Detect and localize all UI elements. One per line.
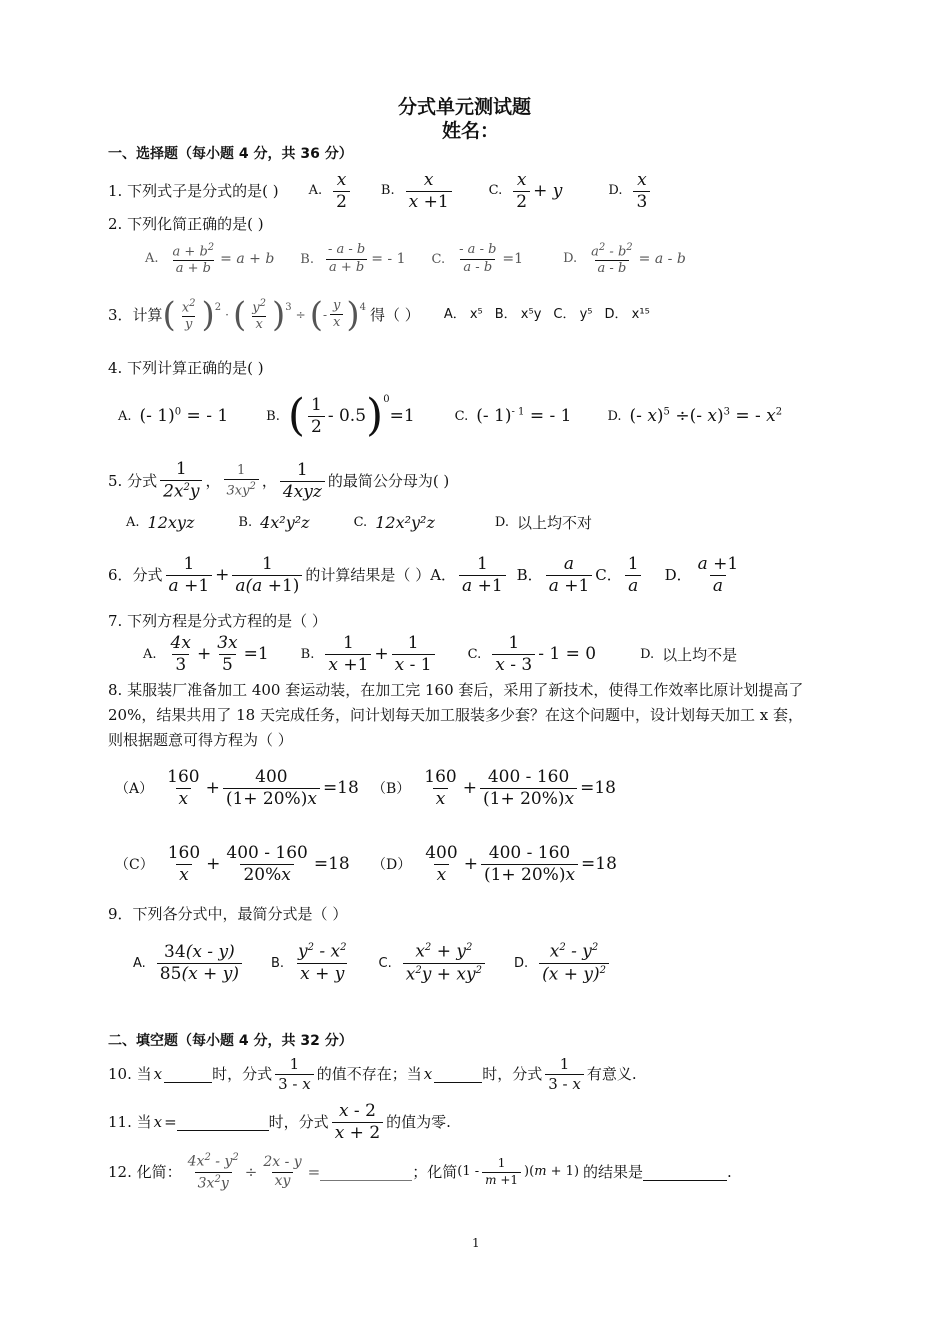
question-4-options: A. (- 1)$^0$ = - 1 B. ( 1 2 - 0.5 ) $^0$ =1 C. (- 1)$^{- 1}$ = - 1 D. (- x)$^5$ ÷(- x)$^3$ = - $x^2$ <box>118 390 783 441</box>
question-7: 7. 下列方程是分式方程的是（ ） <box>108 612 327 630</box>
page-number: 1 <box>472 1236 480 1250</box>
question-7-options: A. 4x 3 + $\frac{3x}{5}$ =1 B. 1 x +1 + 1 x - 1 C. 1 x - 3 - 1 = 0 D. 以上均不是 <box>143 632 738 675</box>
question-1: 1. 下列式子是分式的是( ) A. x 2 B. x x +1 C. x 2 + y D. x 3 <box>108 168 653 214</box>
question-4: 4. 下列计算正确的是( ) <box>108 359 264 377</box>
question-6: 6．分式 1 a +1 + $\frac{1}{a(a +1)}$ 的计算结果是（ ） A． 1 a +1 B． a a +1 C． 1 a D． a +1 a <box>108 553 739 596</box>
option-b: B． x⁵y <box>494 307 542 322</box>
answer-blank[interactable] <box>164 1066 212 1083</box>
option-c: C． y⁵ <box>553 307 593 322</box>
question-12: 12. 化简： $\frac{4x^2 - y^2}{3x^2y}$ ÷ $\frac{2x - y}{xy}$ = ；化简 (1 - 1 m +1 )(m + 1) 的结果是 . <box>108 1152 732 1192</box>
question-9-options: A. 34(x - y) 85(x + y) B. $y^2 - x^2$ x + y C. $x^2 + y^2$ $x^2y + xy^2$ D. $x^2 - y^2$ $(x + y)^2$ <box>133 936 612 990</box>
name-label: 姓名： <box>442 120 500 142</box>
answer-blank[interactable] <box>643 1164 727 1181</box>
question-5: 5. 分式 1 $2x^2y$ ， 1 $3xy^2$ ， 1 4xyz 的最简公分母为( ) <box>108 459 450 502</box>
option-d: D． x¹⁵ <box>604 307 650 322</box>
question-8-option-a: （A） 160 x + $\frac{400}{(1+ 20\%)x}$ =18 <box>115 766 359 809</box>
section-fill-in: 二、填空题（每小题 4 分，共 32 分） <box>108 1033 353 1049</box>
question-2-options: A. $\frac{a + b^2}{a + b}$ = a + b B. $\frac{- a - b}{a + b}$ = - 1 C. $\frac{- a - b}{a - b}$ =1 D. $\frac{a^2 - b^2}{a - b}$ = a - b <box>145 241 686 277</box>
question-8-line-1: 8. 某服装厂准备加工 400 套运动装，在加工完 160 套后，采用了新技术，使得工作效率比原计划提高了 <box>108 681 804 699</box>
answer-blank[interactable] <box>320 1164 412 1181</box>
question-8-option-c: （C） 160 x + $\frac{400 - 160}{20\%x}$ =18 <box>115 842 350 885</box>
question-8-option-b: （B） 160 x + $\frac{400 - 160}{(1+ 20\%)x}$ =18 <box>372 766 616 809</box>
question-5-options: A. 12xyz B. 4x²y²z C. 12x²y²z D. 以上均不对 <box>126 513 592 532</box>
question-8-option-d: （D） 400 x + $\frac{400 - 160}{(1+ 20\%)x}$ =18 <box>372 842 617 885</box>
question-2: 2. 下列化简正确的是( ) <box>108 215 264 233</box>
question-3: 3．计算 ( $x^2$ y ) $^2$ · ( $y^2$ x ) $^3$ ÷ ( - y x ) $^4$ 得（ ） A． x⁵ B． x⁵y C． y⁵ D． x¹⁵ <box>108 294 650 335</box>
question-8-line-3: 则根据题意可得方程为（ ） <box>108 731 293 749</box>
question-11: 11. 当 x = 时，分式 x - 2 x + 2 的值为零. <box>108 1100 451 1143</box>
question-8-line-2: 20%，结果共用了 18 天完成任务，问计划每天加工服装多少套？在这个问题中，设计划每天加工 x 套， <box>108 706 803 724</box>
answer-blank[interactable] <box>177 1114 269 1131</box>
answer-blank[interactable] <box>434 1066 482 1083</box>
section-multiple-choice: 一、选择题（每小题 4 分，共 36 分） <box>108 146 353 162</box>
question-10: 10. 当 x 时，分式 1 3 - x 的值不存在；当 x 时，分式 1 3 - x 有意义. <box>108 1055 637 1093</box>
option-a: A． x⁵ <box>443 307 483 322</box>
page-title: 分式单元测试题 <box>398 96 532 118</box>
question-9: 9．下列各分式中，最简分式是（ ） <box>108 905 348 923</box>
question-stem: 1. 下列式子是分式的是( ) <box>108 182 279 200</box>
